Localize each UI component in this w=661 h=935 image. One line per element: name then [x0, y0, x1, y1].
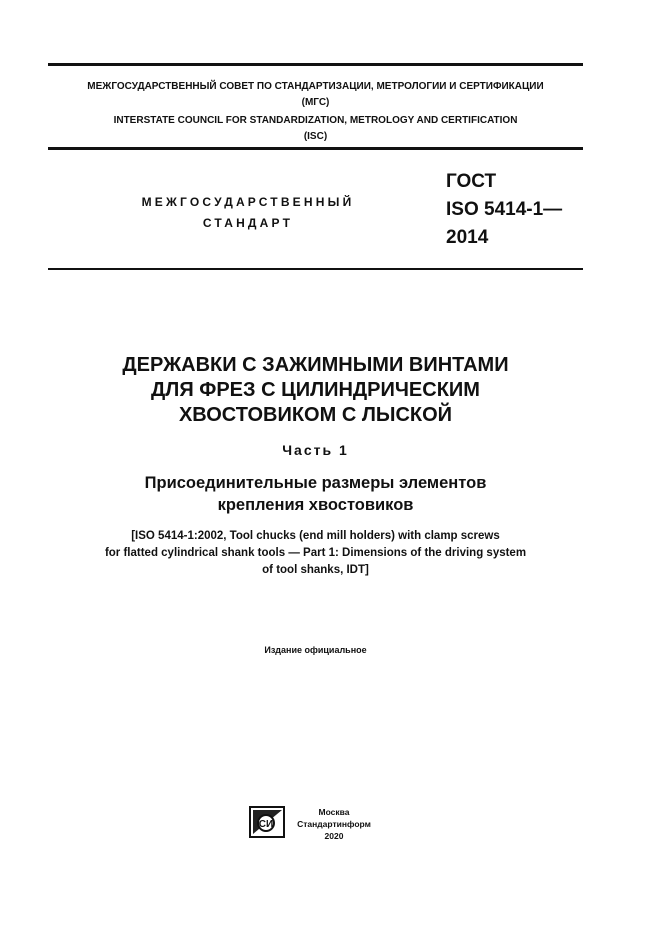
- logo-text: СИ: [258, 819, 274, 830]
- part-label: Часть 1: [282, 442, 349, 458]
- gost-line2: ISO 5414-1—: [446, 199, 563, 220]
- iso-reference: [48, 528, 583, 579]
- top-rule-thick: [48, 63, 583, 66]
- gost-designation: [446, 168, 562, 252]
- title-line1: ДЕРЖАВКИ С ЗАЖИМНЫМИ ВИНТАМИ: [122, 354, 509, 376]
- subtitle-line1: Присоединительные размеры элементов: [144, 474, 487, 492]
- standartinform-logo: [249, 806, 285, 838]
- edition-label: Издание официальное: [264, 645, 367, 655]
- standard-type: [108, 192, 388, 234]
- document-title: [48, 353, 583, 428]
- council-en-abbr: (ISC): [303, 131, 328, 142]
- subtitle-line2: крепления хвостовиков: [217, 496, 414, 514]
- publisher-name: Стандартинформ: [297, 819, 371, 829]
- gost-line1: ГОСТ: [446, 171, 497, 192]
- title-line3: ХВОСТОВИКОМ С ЛЫСКОЙ: [178, 404, 453, 426]
- iso-line2: for flatted cylindrical shank tools — Part 1: Dimensions of the driving system: [104, 547, 527, 559]
- publisher-city: Москва: [318, 807, 350, 817]
- iso-line3: of tool shanks, IDT]: [262, 564, 369, 576]
- header-bottom-rule: [48, 268, 583, 270]
- standartinform-logo-icon: [249, 806, 285, 838]
- council-ru-name: МЕЖГОСУДАРСТВЕННЫЙ СОВЕТ ПО СТАНДАРТИЗАЦИИ, МЕТРОЛОГИИ И СЕРТИФИКАЦИИ: [87, 81, 544, 92]
- publisher-block: [292, 806, 376, 842]
- council-block: [48, 79, 583, 145]
- publisher-year: 2020: [324, 831, 344, 841]
- council-en-name: INTERSTATE COUNCIL FOR STANDARDIZATION, METROLOGY AND CERTIFICATION: [113, 115, 518, 126]
- council-ru-abbr: (МГС): [301, 97, 330, 108]
- iso-line1: [ISO 5414-1:2002, Tool chucks (end mill holders) with clamp screws: [131, 530, 500, 542]
- document-subtitle: [48, 472, 583, 516]
- council-rule-thick: [48, 147, 583, 150]
- standard-type-line1: МЕЖГОСУДАРСТВЕННЫЙ: [141, 195, 355, 209]
- gost-line3: 2014: [446, 227, 489, 248]
- title-line2: ДЛЯ ФРЕЗ С ЦИЛИНДРИЧЕСКИМ: [151, 379, 480, 401]
- standard-type-line2: СТАНДАРТ: [202, 216, 294, 230]
